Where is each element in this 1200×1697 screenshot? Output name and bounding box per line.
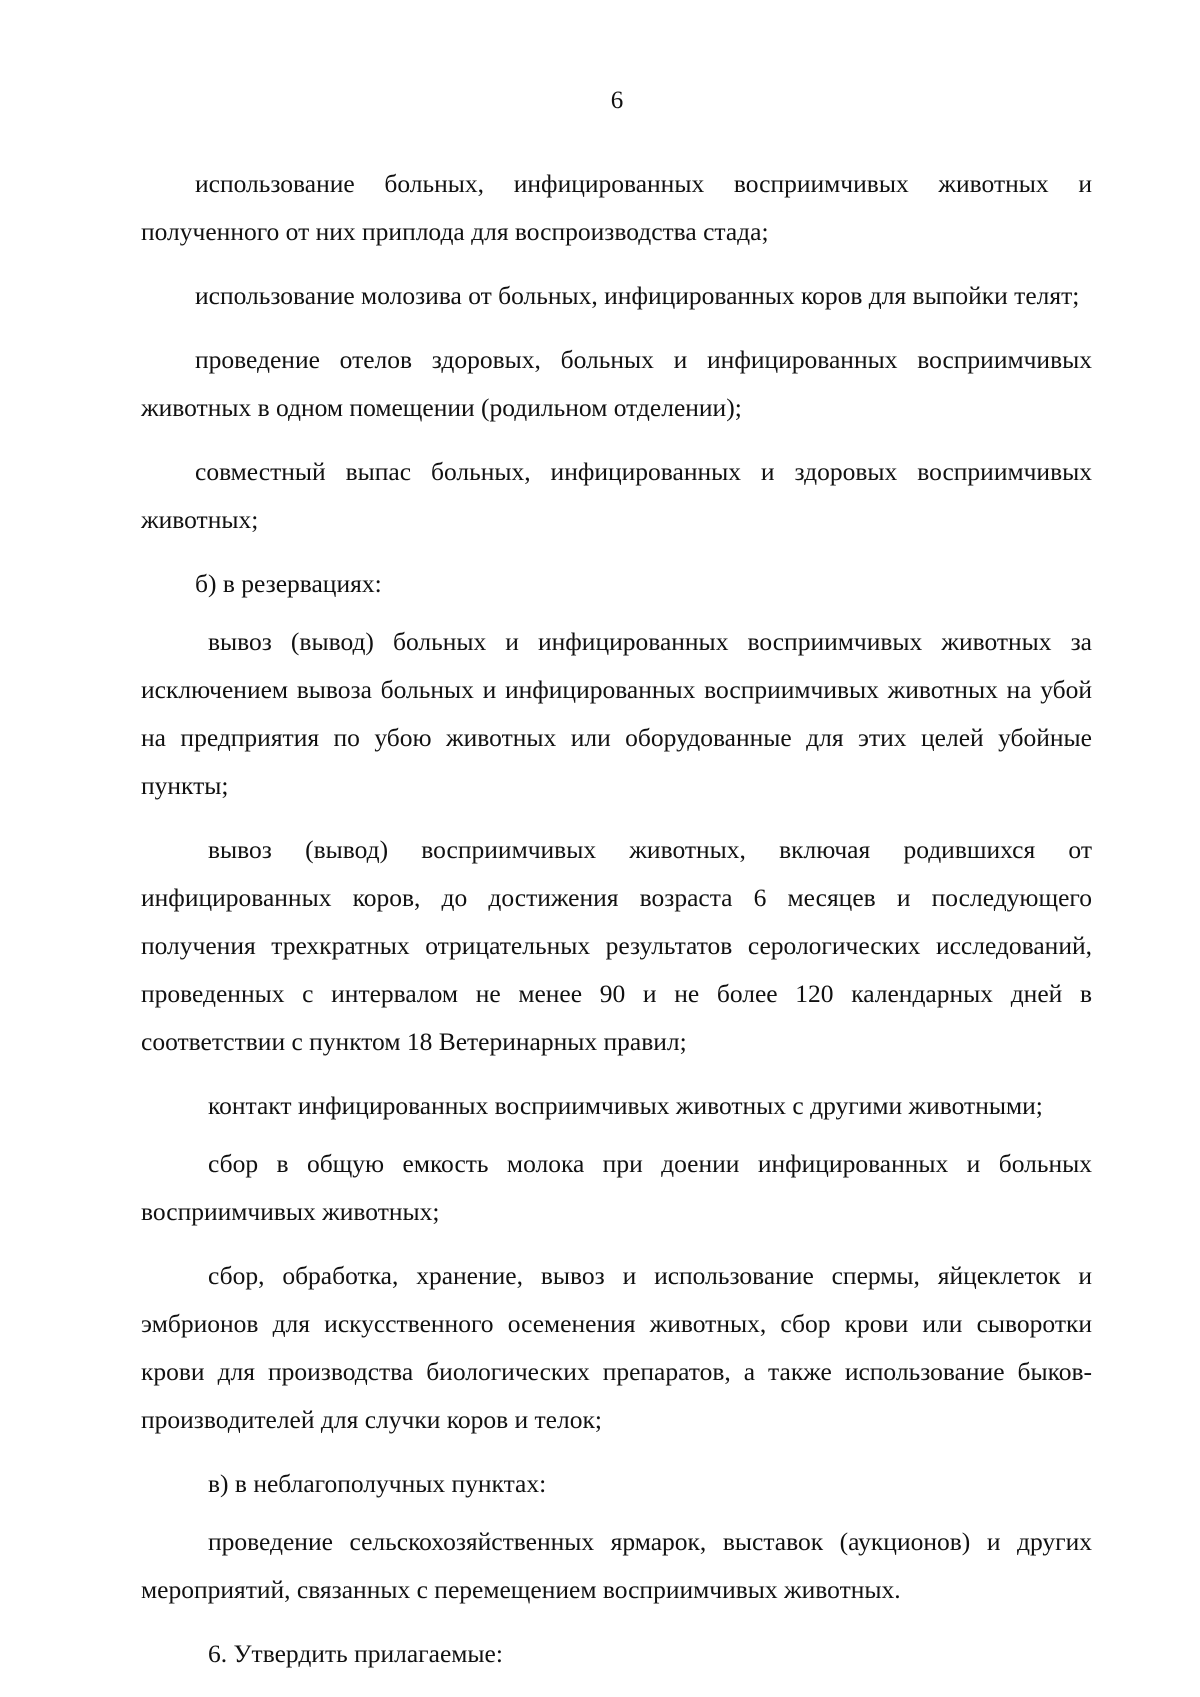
- paragraph-approve-attached: 6. Утвердить прилагаемые:: [208, 1639, 503, 1668]
- page-number: 6: [610, 87, 624, 114]
- paragraph-calving-in-one-room: проведение отелов здоровых, больных и инфицированных восприимчивых животных в одном помещении (родильном отделении);: [141, 345, 1092, 422]
- paragraph-fairs-and-exhibitions: проведение сельскохозяйственных ярмарок, выставок (аукционов) и других мероприятий, связанных с перемещением восприимчивых животных.: [141, 1527, 1092, 1604]
- paragraph-contact-infected-animals: контакт инфицированных восприимчивых животных с другими животными;: [208, 1091, 1043, 1120]
- paragraph-joint-grazing: совместный выпас больных, инфицированных и здоровых восприимчивых животных;: [141, 457, 1092, 534]
- subheading-reservations: б) в резервациях:: [195, 569, 382, 598]
- paragraph-export-sick-animals: вывоз (вывод) больных и инфицированных восприимчивых животных за исключением вывоза больных и инфицированных восприимчивых животных на убой на предприятия по убою животных или оборудованные для этих целей убойные пункты;: [141, 627, 1092, 800]
- paragraph-export-susceptible-animals: вывоз (вывод) восприимчивых животных, включая родившихся от инфицированных коров, до достижения возраста 6 месяцев и последующего получения трехкратных отрицательных результатов серологических исследований, проведенных с интервалом не менее 90 и не более 120 календарных дней в соответствии с пунктом 18 Ветеринарных правил;: [141, 835, 1092, 1056]
- document-body: [141, 160, 1092, 1694]
- paragraph-milk-collection: сбор в общую емкость молока при доении инфицированных и больных восприимчивых животных;: [141, 1149, 1092, 1226]
- paragraph-use-of-colostrum: использование молозива от больных, инфицированных коров для выпойки телят;: [195, 281, 1080, 310]
- subheading-unfavorable-points: в) в неблагополучных пунктах:: [208, 1469, 547, 1498]
- paragraph-use-of-sick-animals: использование больных, инфицированных восприимчивых животных и полученного от них приплода для воспроизводства стада;: [141, 169, 1092, 246]
- paragraph-sperm-and-embryos: сбор, обработка, хранение, вывоз и использование спермы, яйцеклеток и эмбрионов для искусственного осеменения животных, сбор крови или сыворотки крови для производства биологических препаратов, а также использование быков-производителей для случки коров и телок;: [141, 1261, 1092, 1434]
